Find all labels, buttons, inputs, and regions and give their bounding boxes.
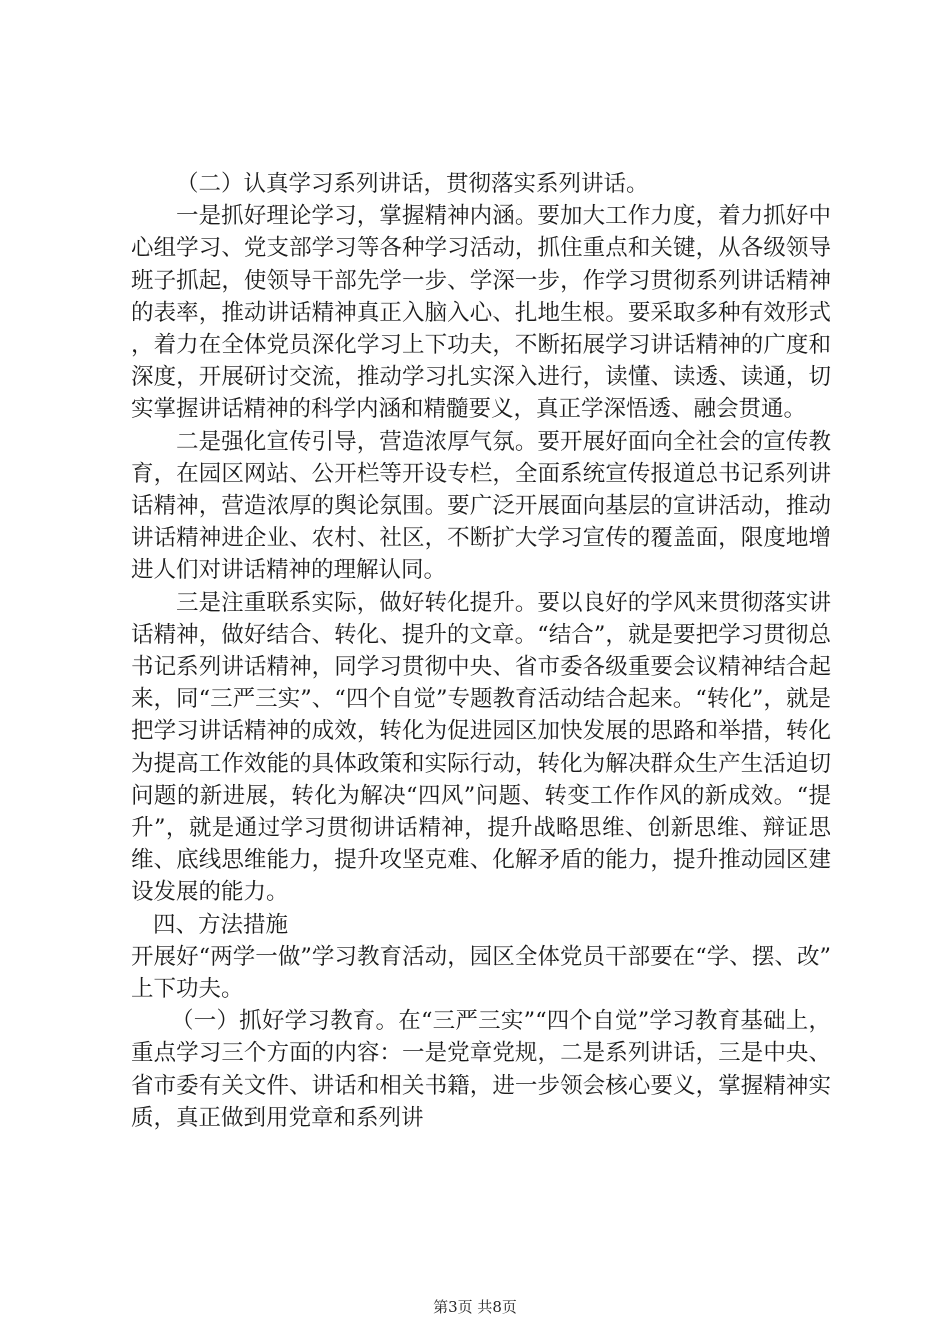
section-heading-2: （二）认真学习系列讲话，贯彻落实系列讲话。 bbox=[176, 171, 649, 197]
paragraph-theory-study: 一是抓好理论学习，掌握精神内涵。要加大工作力度，着力抓好中心组学习、党支部学习等各种学习活动，抓住重点和关键，从各级领导班子抓起，使领导干部先学一步、学深一步，作学习贯彻系列讲话精神的表率，推动讲话精神真正入脑入心、扎地生根。要采取多种有效形式，着力在全体党员深化学习上下功夫，不断拓展学习讲话精神的广度和深度，开展研讨交流，推动学习扎实深入进行，读懂、读透、读通，切实掌握讲话精神的科学内涵和精髓要义，真正学深悟透、融会贯通。 bbox=[131, 203, 831, 423]
page-footer: 第3页 共8页 bbox=[433, 1298, 517, 1316]
paragraph-publicity: 二是强化宣传引导，营造浓厚气氛。要开展好面向全社会的宣传教育，在园区网站、公开栏等开设专栏，全面系统宣传报道总书记系列讲话精神，营造浓厚的舆论氛围。要广泛开展面向基层的宣讲活动，推动讲话精神进企业、农村、社区，不断扩大学习宣传的覆盖面，限度地增进人们对讲话精神的理解认同。 bbox=[131, 428, 831, 584]
document-body bbox=[131, 168, 831, 1134]
paragraph-study-education: （一）抓好学习教育。在“三严三实”“四个自觉”学习教育基础上，重点学习三个方面的内容：一是党章党规，二是系列讲话，三是中央、省市委有关文件、讲话和相关书籍，进一步领会核心要义，掌握精神实质，真正做到用党章和系列讲 bbox=[131, 1008, 831, 1131]
section-heading-methods: 四、方法措施 bbox=[153, 911, 289, 938]
paragraph-practice: 三是注重联系实际，做好转化提升。要以良好的学风来贯彻落实讲话精神，做好结合、转化、提升的文章。“结合”，就是要把学习贯彻总书记系列讲话精神，同学习贯彻中央、省市委各级重要会议精神结合起来，同“三严三实”、“四个自觉”专题教育活动结合起来。“转化”，就是把学习讲话精神的成效，转化为促进园区加快发展的思路和举措，转化为提高工作效能的具体政策和实际行动，转化为解决群众生产生活迫切问题的新进展，转化为解决“四风”问题、转变工作作风的新成效。“提升”，就是通过学习贯彻讲话精神，提升战略思维、创新思维、辩证思维、底线思维能力，提升攻坚克难、化解矛盾的能力，提升推动园区建设发展的能力。 bbox=[131, 589, 831, 906]
paragraph-intro-methods: 开展好“两学一做”学习教育活动，园区全体党员干部要在“学、摆、改”上下功夫。 bbox=[131, 943, 831, 1003]
